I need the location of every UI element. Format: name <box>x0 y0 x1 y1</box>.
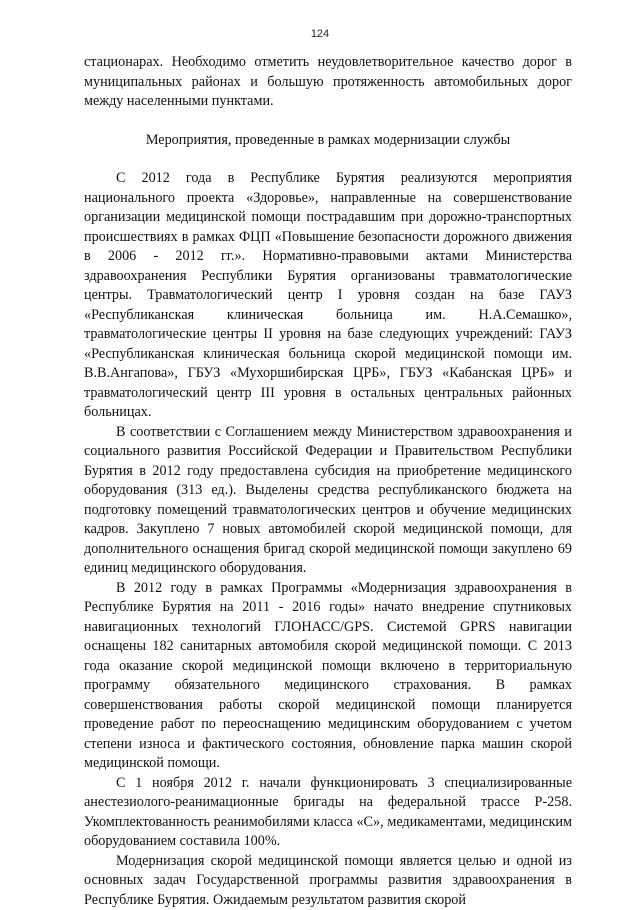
paragraph-modernization-goal: Модернизация скорой медицинской помощи является целью и одной из основных задач Государственной программы развития здравоохранения в Республике Бурятия. Ожидаемым результатом развития скорой <box>84 852 572 910</box>
document-body <box>84 53 572 910</box>
paragraph-reanimation-teams: С 1 ноября 2012 г. начали функционировать 3 специализированные анестезиолого-реанимационные бригады на федеральной трассе Р-258. Укомплектованность реанимобилями класса «С», медикаментами, медицинским оборудованием составила 100%. <box>84 774 572 852</box>
paragraph-subsidy: В соответствии с Соглашением между Министерством здравоохранения и социального развития Российской Федерации и Правительством Республики Бурятия в 2012 году предоставлена субсидия на приобретение медицинского оборудования (313 ед.). Выделены средства республиканского бюджета на подготовку помещений травматологических центров и обучение медицинских кадров. Закуплено 7 новых автомобилей скорой медицинской помощи, для дополнительного оснащения бригад скорой медицинской помощи закуплено 69 единиц медицинского оборудования. <box>84 423 572 579</box>
paragraph-continuation: стационарах. Необходимо отметить неудовлетворительное качество дорог в муниципальных районах и большую протяженность автомобильных дорог между населенными пунктами. <box>84 53 572 112</box>
paragraph-trauma-centers: С 2012 года в Республике Бурятия реализуются мероприятия национального проекта «Здоровье», направленные на совершенствование организации медицинской помощи пострадавшим при дорожно-транспортных происшествиях в рамках ФЦП «Повышение безопасности дорожного движения в 2006 - 2012 гг.». Нормативно-правовыми актами Министерства здравоохранения Республики Бурятия организованы травматологические центры. Травматологический центр I уровня создан на базе ГАУЗ «Республиканская клиническая больница им. Н.А.Семашко», травматологические центры II уровня на базе следующих учреждений: ГАУЗ «Республиканская клиническая больница скорой медицинской помощи им. В.В.Ангапова», ГБУЗ «Мухоршибирская ЦРБ», ГБУЗ «Кабанская ЦРБ» и травматологический центр III уровня в остальных центральных районных больницах. <box>84 169 572 423</box>
section-heading: Мероприятия, проведенные в рамках модернизации службы <box>84 131 572 151</box>
paragraph-glonass: В 2012 году в рамках Программы «Модернизация здравоохранения в Республике Бурятия на 2011 - 2016 годы» начато внедрение спутниковых навигационных технологий ГЛОНАСС/GPS. Системой GPRS навигации оснащены 182 санитарных автомобиля скорой медицинской помощи. С 2013 года оказание скорой медицинской помощи включено в территориальную программу обязательного медицинского страхования. В рамках совершенствования работы скорой медицинской помощи планируется проведение работ по переоснащению медицинским оборудованием с учетом степени износа и фактического состояния, обновление парка машин скорой медицинской помощи. <box>84 579 572 774</box>
page-number: 124 <box>0 28 640 40</box>
